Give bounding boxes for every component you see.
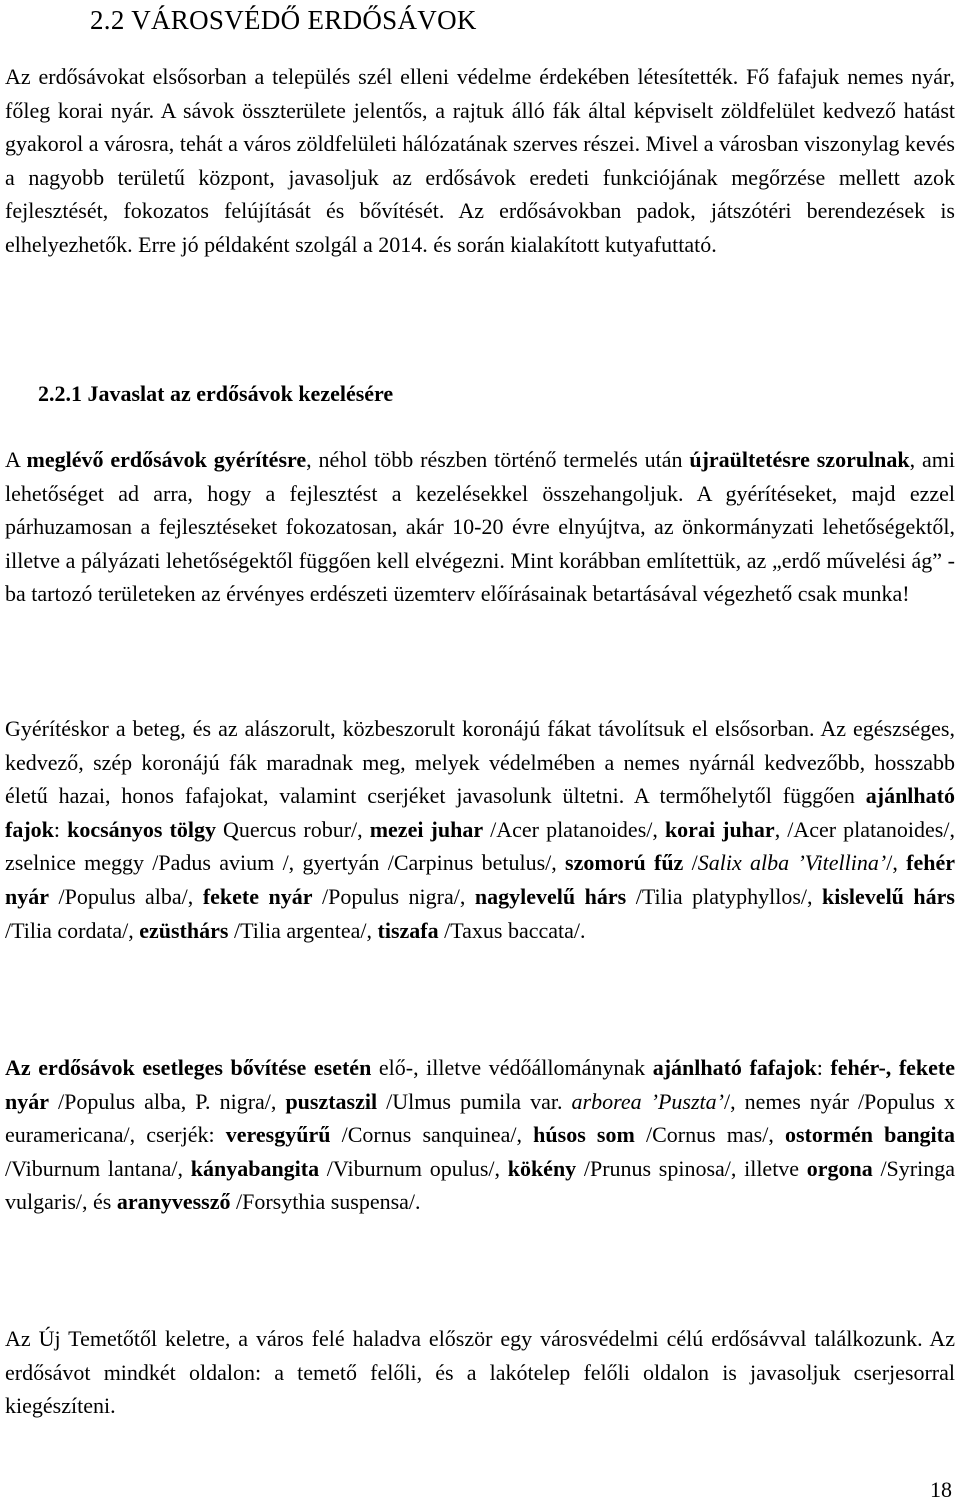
- p2-text-12: /Tilia argentea/,: [228, 917, 378, 943]
- p2-bold-8: nagylevelű hárs: [474, 883, 627, 909]
- subsection-title: 2.2.1 Javaslat az erdősávok kezelésére: [38, 381, 394, 406]
- p3-text-8: /Viburnum lantana/,: [5, 1155, 191, 1181]
- page-number: 18: [930, 1477, 952, 1502]
- p2-text-3: Quercus robur/,: [215, 816, 370, 842]
- p3-text-5: /, nemes nyár /Populus x euramericana/, cserjék:: [5, 1088, 956, 1148]
- p3-bold-7: ostormén bangita: [784, 1122, 956, 1148]
- p2-bold-7: fekete nyár: [202, 883, 313, 909]
- p3-text-3: /Populus alba, P. nigra/,: [49, 1088, 286, 1114]
- p2-text-2: :: [53, 816, 68, 842]
- p2-text-9: /Populus nigra/,: [312, 883, 475, 909]
- p2-text-7: /,: [886, 850, 907, 876]
- p3-text-9: /Viburnum opulus/,: [319, 1155, 508, 1181]
- intro-paragraph: Az erdősávokat elsősorban a település szél elleni védelme érdekében létesítették. Fő fafajuk nemes nyár, főleg korai nyár. A sávok összterülete jelentős, a rajtuk álló fák által képviselt zöldfelület kedvező hatást gyakorol a városra, tehát a város zöldfelületi hálózatának szerves részei. Mivel a városban viszonylag kevés a nagyobb területű központ, javasoljuk az erdősávok eredeti funkciójának megőrzése mellett azok fejlesztését, fokozatos felújítását és bővítését. Az erdősávokban padok, játszótéri berendezések is elhelyezhetők. Erre jó példaként szolgál a 2014. és során kialakított kutyafuttató.: [5, 64, 955, 257]
- p2-bold-10: ezüsthárs: [139, 917, 229, 943]
- p3-bold-10: orgona: [806, 1155, 873, 1181]
- p2-text-4: /Acer platanoides/,: [483, 816, 665, 842]
- p3-text-6: /Cornus sanquinea/,: [330, 1122, 534, 1148]
- p2-italic-1: Salix alba ’Vitellina’: [697, 850, 887, 876]
- p2-text-10: /Tilia platyphyllos/,: [626, 883, 823, 909]
- p1-text-3: , ami lehetőséget ad arra, hogy a fejlesztést a kezelésekkel összehangoljuk. A gyérítéseket, majd ezzel párhuzamosan a fejlesztéseket fokozatosan, akár 10-20 évre elnyújtva, az önkormányzati lehetőségektől, illetve a pályázati lehetőségektől függően kell elvégezni. Mint korábban említettük, az „erdő művelési ág” -ba tartozó területeken az érvényes erdészeti üzemterv előírásainak betartásával végezhető csak munka!: [5, 447, 955, 607]
- p2-bold-9: kislevelű hárs: [822, 883, 955, 909]
- p3-bold-9: kökény: [507, 1155, 577, 1181]
- p2-bold-2: kocsányos tölgy: [67, 816, 216, 842]
- p2-bold-6: fehér nyár: [5, 850, 956, 909]
- p2-bold-1: ajánlható fajok: [5, 783, 955, 842]
- p2-bold-3: mezei juhar: [369, 816, 484, 842]
- paragraph-management: [5, 443, 955, 611]
- paragraph-cemetery: Az Új Temetőtől keletre, a város felé haladva először egy városvédelmi célú erdősávval találkozunk. Az erdősávot mindkét oldalon: a temető felőli, és a lakótelep felőli oldalon is javasoljuk cserjesorral kiegészíteni.: [5, 1326, 955, 1419]
- p3-bold-3: fehér-, fekete nyár: [5, 1055, 956, 1114]
- p3-text-2: :: [816, 1055, 831, 1080]
- p2-text-8: /Populus alba/,: [49, 883, 203, 909]
- p2-bold-11: tiszafa: [377, 917, 439, 943]
- paragraph-extension: [5, 1051, 955, 1219]
- p2-text-5: , /Acer platanoides/, zselnice meggy /Padus avium /, gyertyán /Carpinus betulus/,: [5, 816, 955, 876]
- p2-bold-4: korai juhar: [664, 816, 775, 842]
- p3-text-4: /Ulmus pumila var.: [377, 1088, 572, 1114]
- p3-bold-11: aranyvessző: [116, 1189, 231, 1215]
- p3-italic-1: arborea ’Puszta’: [571, 1088, 724, 1114]
- p2-text-6: /: [683, 850, 698, 876]
- section-title: 2.2 VÁROSVÉDŐ ERDŐSÁVOK: [90, 5, 477, 35]
- p3-bold-5: veresgyűrű: [225, 1122, 331, 1148]
- p1-bold-1: meglévő erdősávok gyérítésre: [26, 447, 307, 472]
- p3-text-12: /Forsythia suspensa/.: [230, 1189, 421, 1215]
- p3-bold-1: Az erdősávok esetleges bővítése esetén: [5, 1055, 372, 1080]
- p3-text-7: /Cornus mas/,: [634, 1122, 785, 1148]
- p2-text-13: /Taxus baccata/.: [438, 917, 586, 943]
- p2-text-1: Gyérítéskor a beteg, és az alászorult, közbeszorult koronájú fákat távolítsuk el elsősorban. Az egészséges, kedvező, szép koronájú fák maradnak meg, melyek védelmében a nemes nyárnál kedvezőbb, hosszabb életű hazai, honos fafajokat, valamint cserjéket javasolunk ültetni. A termőhelytől függően: [5, 716, 955, 809]
- p1-text-2: , néhol több részben történő termelés után: [306, 447, 690, 472]
- paragraph-thinning: [5, 712, 955, 947]
- p2-text-11: /Tilia cordata/,: [5, 917, 140, 943]
- p1-text-1: A: [5, 447, 27, 472]
- p1-bold-2: újraültetésre szorulnak: [689, 447, 910, 472]
- p3-bold-6: húsos som: [533, 1122, 635, 1148]
- p3-text-10: /Prunus spinosa/, illetve: [576, 1155, 807, 1181]
- p3-text-11: /Syringa vulgaris/, és: [5, 1155, 956, 1215]
- p2-bold-5: szomorú fűz: [565, 850, 684, 876]
- p3-bold-2: ajánlható fafajok: [652, 1055, 817, 1080]
- p3-bold-4: pusztaszil: [285, 1088, 378, 1114]
- p3-text-1: elő-, illetve védőállománynak: [371, 1055, 653, 1080]
- p3-bold-8: kányabangita: [190, 1155, 320, 1181]
